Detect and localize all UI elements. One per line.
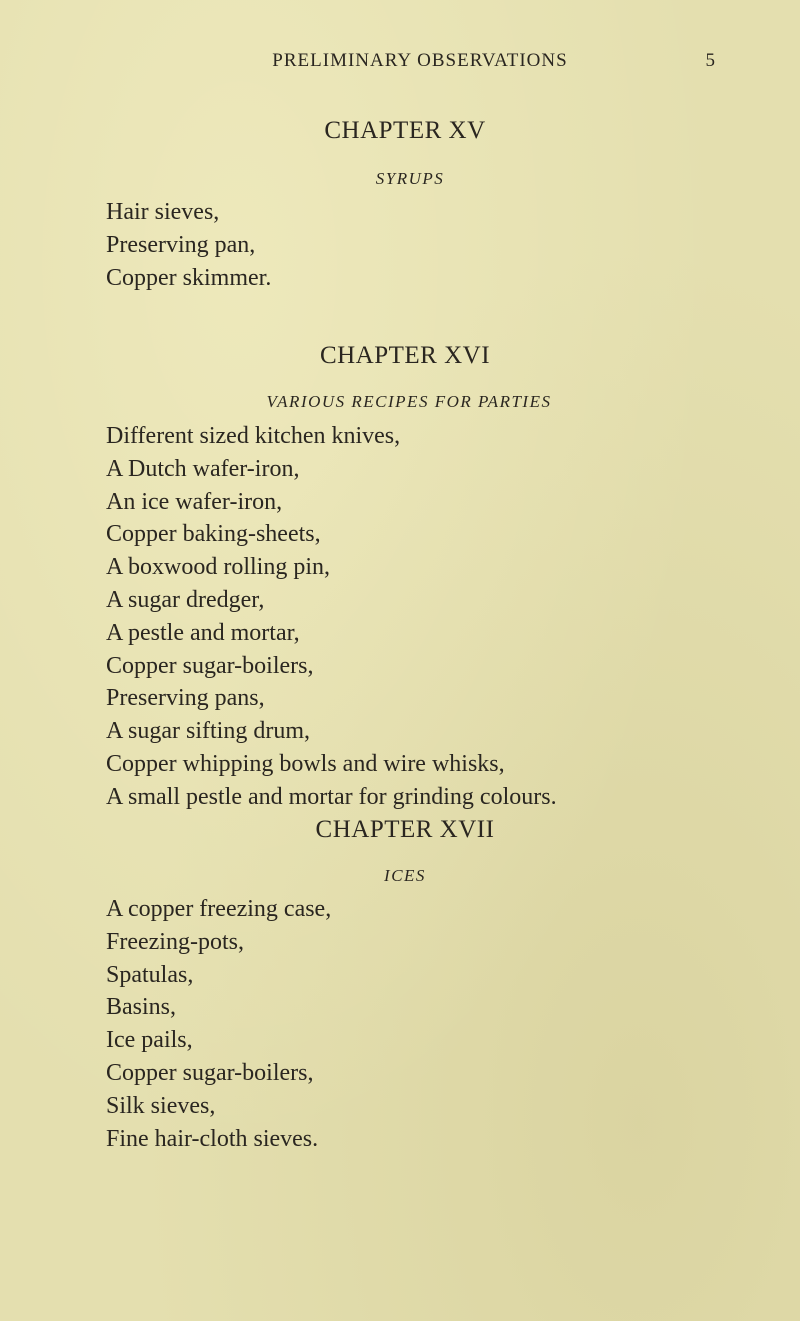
list-item: Hair sieves, xyxy=(106,199,220,225)
equipment-list xyxy=(106,420,557,814)
list-item: A sugar sifting drum, xyxy=(106,718,310,745)
list-item: An ice wafer-iron, xyxy=(106,488,283,515)
page-number: 5 xyxy=(705,50,715,71)
equipment-list xyxy=(106,196,271,294)
list-item: Silk sieves, xyxy=(106,1092,216,1119)
list-item: A small pestle and mortar for grinding colours. xyxy=(106,783,557,810)
chapter-subtitle: SYRUPS xyxy=(375,169,445,188)
list-item: Spatulas, xyxy=(106,961,194,988)
list-item: Fine hair-cloth sieves. xyxy=(106,1125,319,1152)
list-item: A Dutch wafer-iron, xyxy=(106,455,300,482)
chapter-subtitle: VARIOUS RECIPES FOR PARTIES xyxy=(266,392,552,411)
list-item: Preserving pans, xyxy=(106,685,265,712)
list-item: Basins, xyxy=(106,994,177,1021)
list-item: Copper sugar-boilers, xyxy=(106,652,314,679)
chapter-subtitle: ICES xyxy=(384,866,426,885)
list-item: Copper baking-sheets, xyxy=(106,521,321,548)
chapter-title: CHAPTER XV xyxy=(324,117,486,144)
list-item: Ice pails, xyxy=(106,1027,193,1054)
list-item: A pestle and mortar, xyxy=(106,619,300,646)
running-head xyxy=(0,50,800,80)
list-item: A boxwood rolling pin, xyxy=(106,554,331,581)
running-title: PRELIMINARY OBSERVATIONS xyxy=(272,50,568,71)
list-item: Copper whipping bowls and wire whisks, xyxy=(106,750,505,777)
list-item: Freezing-pots, xyxy=(106,928,244,955)
list-item: Preserving pan, xyxy=(106,231,256,258)
list-item: A sugar dredger, xyxy=(106,586,265,613)
list-item: Copper skimmer. xyxy=(106,264,272,291)
list-item: Different sized kitchen knives, xyxy=(106,423,401,449)
list-item: Copper sugar-boilers, xyxy=(106,1059,314,1086)
chapter-title: CHAPTER XVII xyxy=(315,816,495,843)
list-item: A copper freezing case, xyxy=(106,896,332,922)
chapter-title: CHAPTER XVI xyxy=(319,342,491,369)
equipment-list xyxy=(106,893,331,1155)
